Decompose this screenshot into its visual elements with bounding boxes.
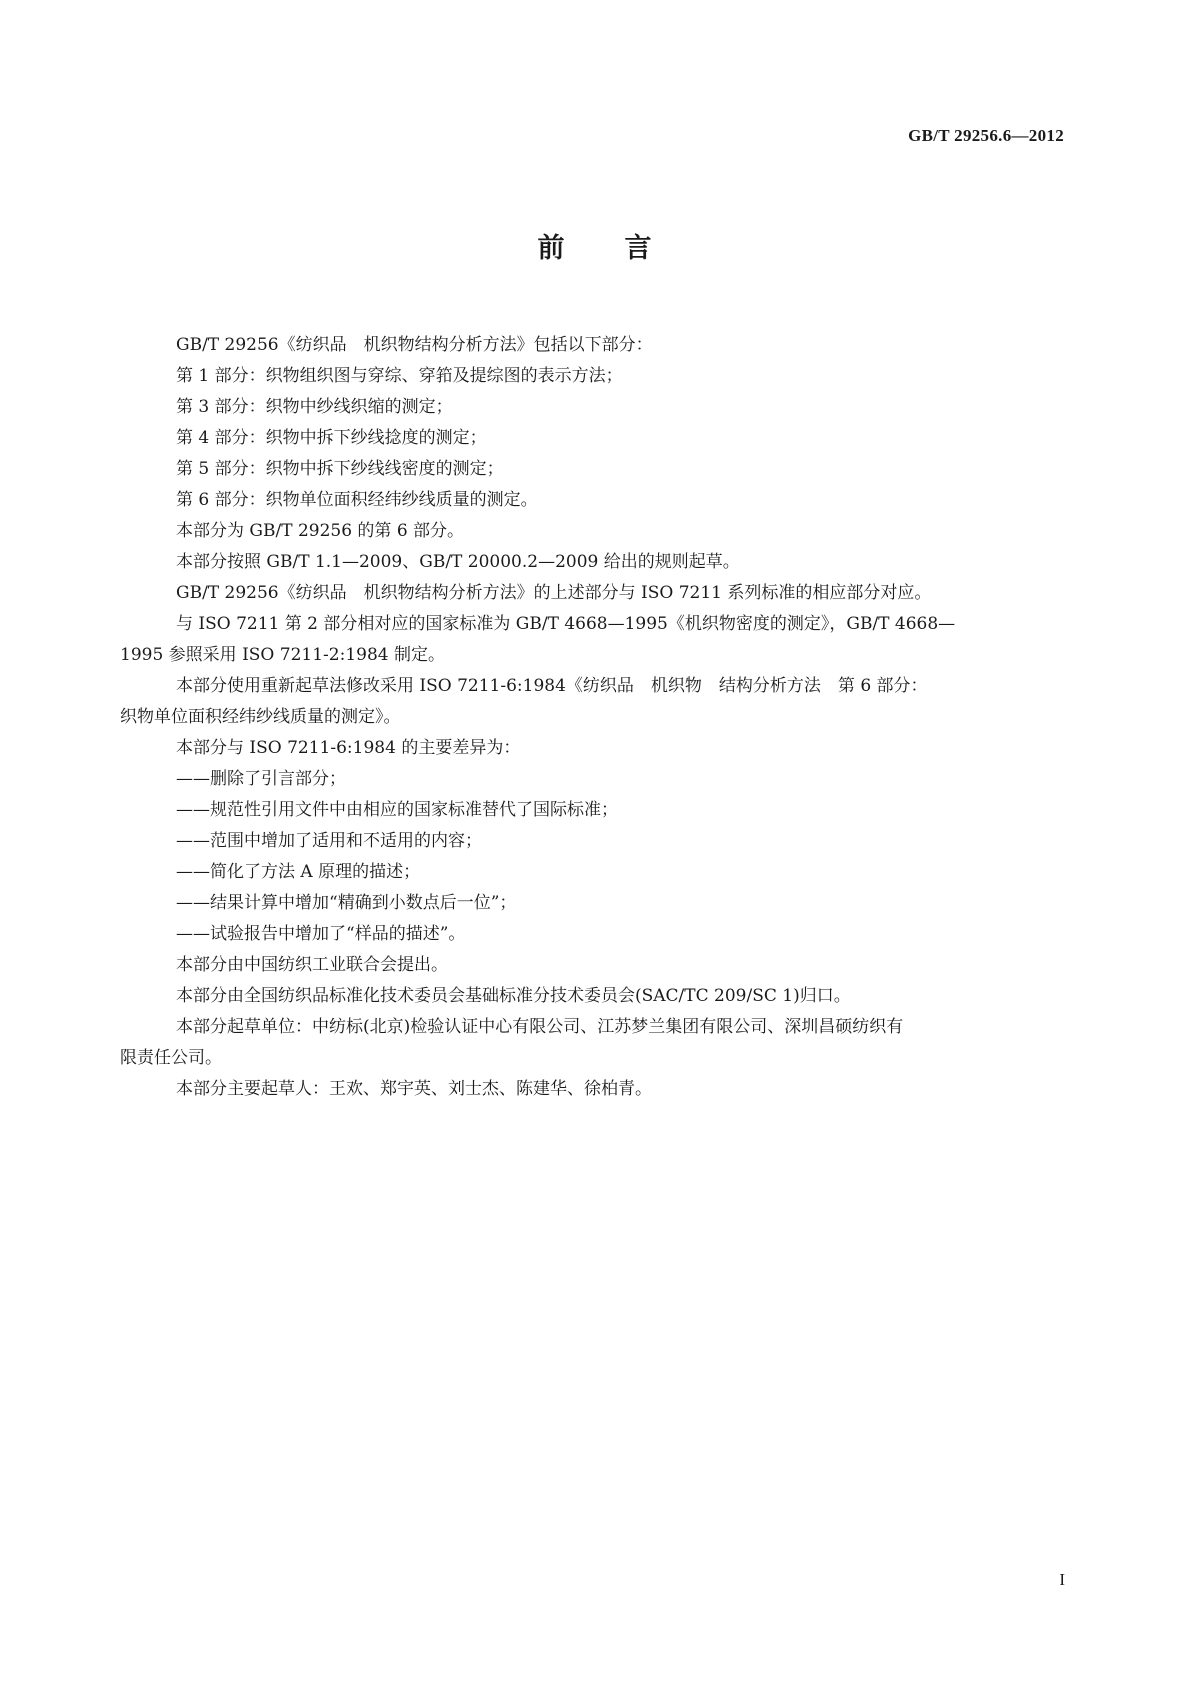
paragraph-iso-correspondence: GB/T 29256《纺织品 机织物结构分析方法》的上述部分与 ISO 7211 系列标准的相应部分对应。	[176, 583, 932, 603]
paragraph-drafters: 本部分主要起草人：王欢、郑宇英、刘士杰、陈建华、徐柏青。	[176, 1079, 652, 1099]
list-item-part-6: 第 6 部分：织物单位面积经纬纱线质量的测定。	[176, 490, 538, 510]
list-item-part-3: 第 3 部分：织物中纱线织缩的测定；	[176, 397, 453, 417]
paragraph-parts-intro: GB/T 29256《纺织品 机织物结构分析方法》包括以下部分：	[176, 335, 653, 355]
page-number: I	[1059, 1570, 1065, 1589]
list-item-difference: ——结果计算中增加“精确到小数点后一位”；	[176, 893, 517, 913]
list-item-difference: ——删除了引言部分；	[176, 769, 346, 789]
paragraph-modified-adoption: 本部分使用重新起草法修改采用 ISO 7211-6:1984《纺织品 机织物 结构分析方法 第 6 部分：	[176, 676, 928, 696]
list-item-part-5: 第 5 部分：织物中拆下纱线线密度的测定；	[176, 459, 504, 479]
paragraph-modified-adoption-cont: 织物单位面积经纬纱线质量的测定》。	[120, 707, 401, 727]
paragraph-drafting-units: 本部分起草单位：中纺标(北京)检验认证中心有限公司、江苏梦兰集团有限公司、深圳昌硕纺织有	[176, 1017, 904, 1037]
list-item-difference: ——规范性引用文件中由相应的国家标准替代了国际标准；	[176, 800, 618, 820]
list-item-part-1: 第 1 部分：织物组织图与穿综、穿筘及提综图的表示方法；	[176, 366, 623, 386]
paragraph-national-standard-cont: 1995 参照采用 ISO 7211-2:1984 制定。	[120, 645, 445, 665]
list-item-difference: ——简化了方法 A 原理的描述；	[176, 862, 421, 882]
preface-body	[120, 330, 1070, 1105]
paragraph-differences-intro: 本部分与 ISO 7211-6:1984 的主要差异为：	[176, 738, 521, 758]
list-item-difference: ——试验报告中增加了“样品的描述”。	[176, 924, 466, 944]
page-title: 前 言	[537, 233, 654, 264]
paragraph-proposer: 本部分由中国纺织工业联合会提出。	[176, 955, 448, 975]
standard-number: GB/T 29256.6—2012	[908, 126, 1064, 145]
list-item-difference: ——范围中增加了适用和不适用的内容；	[176, 831, 482, 851]
paragraph-national-standard: 与 ISO 7211 第 2 部分相对应的国家标准为 GB/T 4668—1995《机织物密度的测定》，GB/T 4668—	[176, 614, 956, 634]
paragraph-drafting-units-cont: 限责任公司。	[120, 1048, 222, 1068]
paragraph-this-part: 本部分为 GB/T 29256 的第 6 部分。	[176, 521, 465, 541]
paragraph-drafting-rules: 本部分按照 GB/T 1.1—2009、GB/T 20000.2—2009 给出的规则起草。	[176, 552, 740, 572]
paragraph-committee: 本部分由全国纺织品标准化技术委员会基础标准分技术委员会(SAC/TC 209/SC 1)归口。	[176, 986, 851, 1006]
list-item-part-4: 第 4 部分：织物中拆下纱线捻度的测定；	[176, 428, 487, 448]
